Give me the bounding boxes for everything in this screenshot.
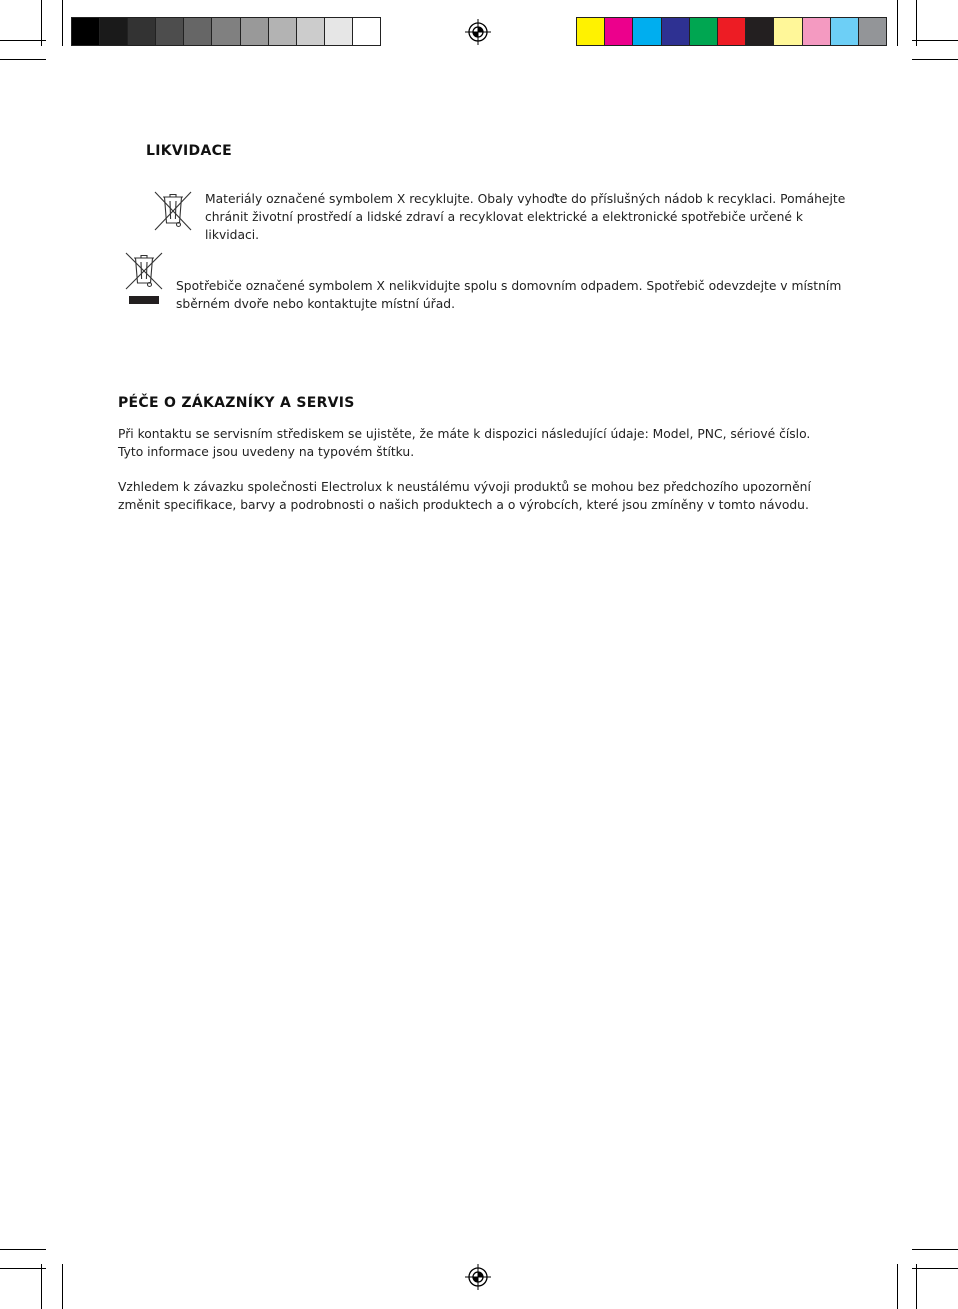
weee-bin-icon: [124, 252, 164, 308]
color-swatch: [128, 18, 156, 45]
color-swatch: [690, 18, 718, 45]
color-swatch: [746, 18, 774, 45]
text-line: Materiály označené symbolem X recyklujte. Obaly vyhoďte do příslušných nádob k recyklaci. Pomáhejte: [205, 192, 846, 206]
service-disclaimer-text: [118, 478, 811, 514]
color-swatch: [156, 18, 184, 45]
text-line: Vzhledem k závazku společnosti Electrolux k neustálému vývoji produktů se mohou bez předchozího upozornění: [118, 480, 811, 494]
color-swatch: [633, 18, 661, 45]
crop-mark: [41, 1264, 42, 1309]
color-swatch: [803, 18, 831, 45]
crop-mark: [62, 0, 63, 46]
disposal-heading: LIKVIDACE: [146, 143, 233, 159]
color-swatch: [831, 18, 859, 45]
color-swatch: [241, 18, 269, 45]
color-swatch: [605, 18, 633, 45]
crop-mark: [912, 59, 958, 60]
color-swatch: [662, 18, 690, 45]
text-line: Tyto informace jsou uvedeny na typovém štítku.: [118, 445, 415, 459]
registration-mark-icon: [465, 1264, 491, 1290]
crop-mark: [0, 40, 46, 41]
text-line: chránit životní prostředí a lidské zdraví a recyklovat elektrické a elektronické spotřebiče určené k: [205, 210, 803, 224]
color-swatch: [297, 18, 325, 45]
service-contact-text: [118, 425, 810, 461]
grayscale-color-bar: [71, 17, 381, 46]
color-swatch: [859, 18, 886, 45]
crop-mark: [62, 1264, 63, 1309]
color-swatch: [774, 18, 802, 45]
crop-mark: [912, 40, 958, 41]
crop-mark: [912, 1268, 958, 1269]
registration-mark-icon: [465, 19, 491, 45]
crop-mark: [0, 1249, 46, 1250]
crop-mark: [0, 1268, 46, 1269]
color-swatch: [718, 18, 746, 45]
color-swatch: [72, 18, 100, 45]
crop-mark: [897, 0, 898, 46]
crop-mark: [897, 1264, 898, 1309]
crop-mark: [912, 1249, 958, 1250]
text-line: likvidaci.: [205, 228, 260, 242]
color-swatch: [353, 18, 380, 45]
text-line: Při kontaktu se servisním střediskem se ujistěte, že máte k dispozici následující údaje: Model, PNC, sériové číslo.: [118, 427, 811, 441]
text-line: Spotřebiče označené symbolem X nelikvidujte spolu s domovním odpadem. Spotřebič odevzdejte v místním: [176, 279, 842, 293]
color-swatch: [269, 18, 297, 45]
text-line: sběrném dvoře nebo kontaktujte místní úřad.: [176, 297, 455, 311]
crop-mark: [916, 1264, 917, 1309]
color-swatch: [100, 18, 128, 45]
color-swatch: [577, 18, 605, 45]
crop-mark: [0, 59, 46, 60]
color-swatch: [212, 18, 240, 45]
appliances-disposal-text: [176, 277, 841, 313]
text-line: změnit specifikace, barvy a podrobnosti o našich produktech a o výrobcích, které jsou zmíněny v tomto návodu.: [118, 498, 809, 512]
service-heading: PÉČE O ZÁKAZNÍKY A SERVIS: [118, 395, 355, 411]
cmyk-color-bar: [576, 17, 887, 46]
color-swatch: [325, 18, 353, 45]
materials-recycling-text: [205, 190, 845, 244]
color-swatch: [184, 18, 212, 45]
crossed-bin-icon: [154, 191, 192, 231]
